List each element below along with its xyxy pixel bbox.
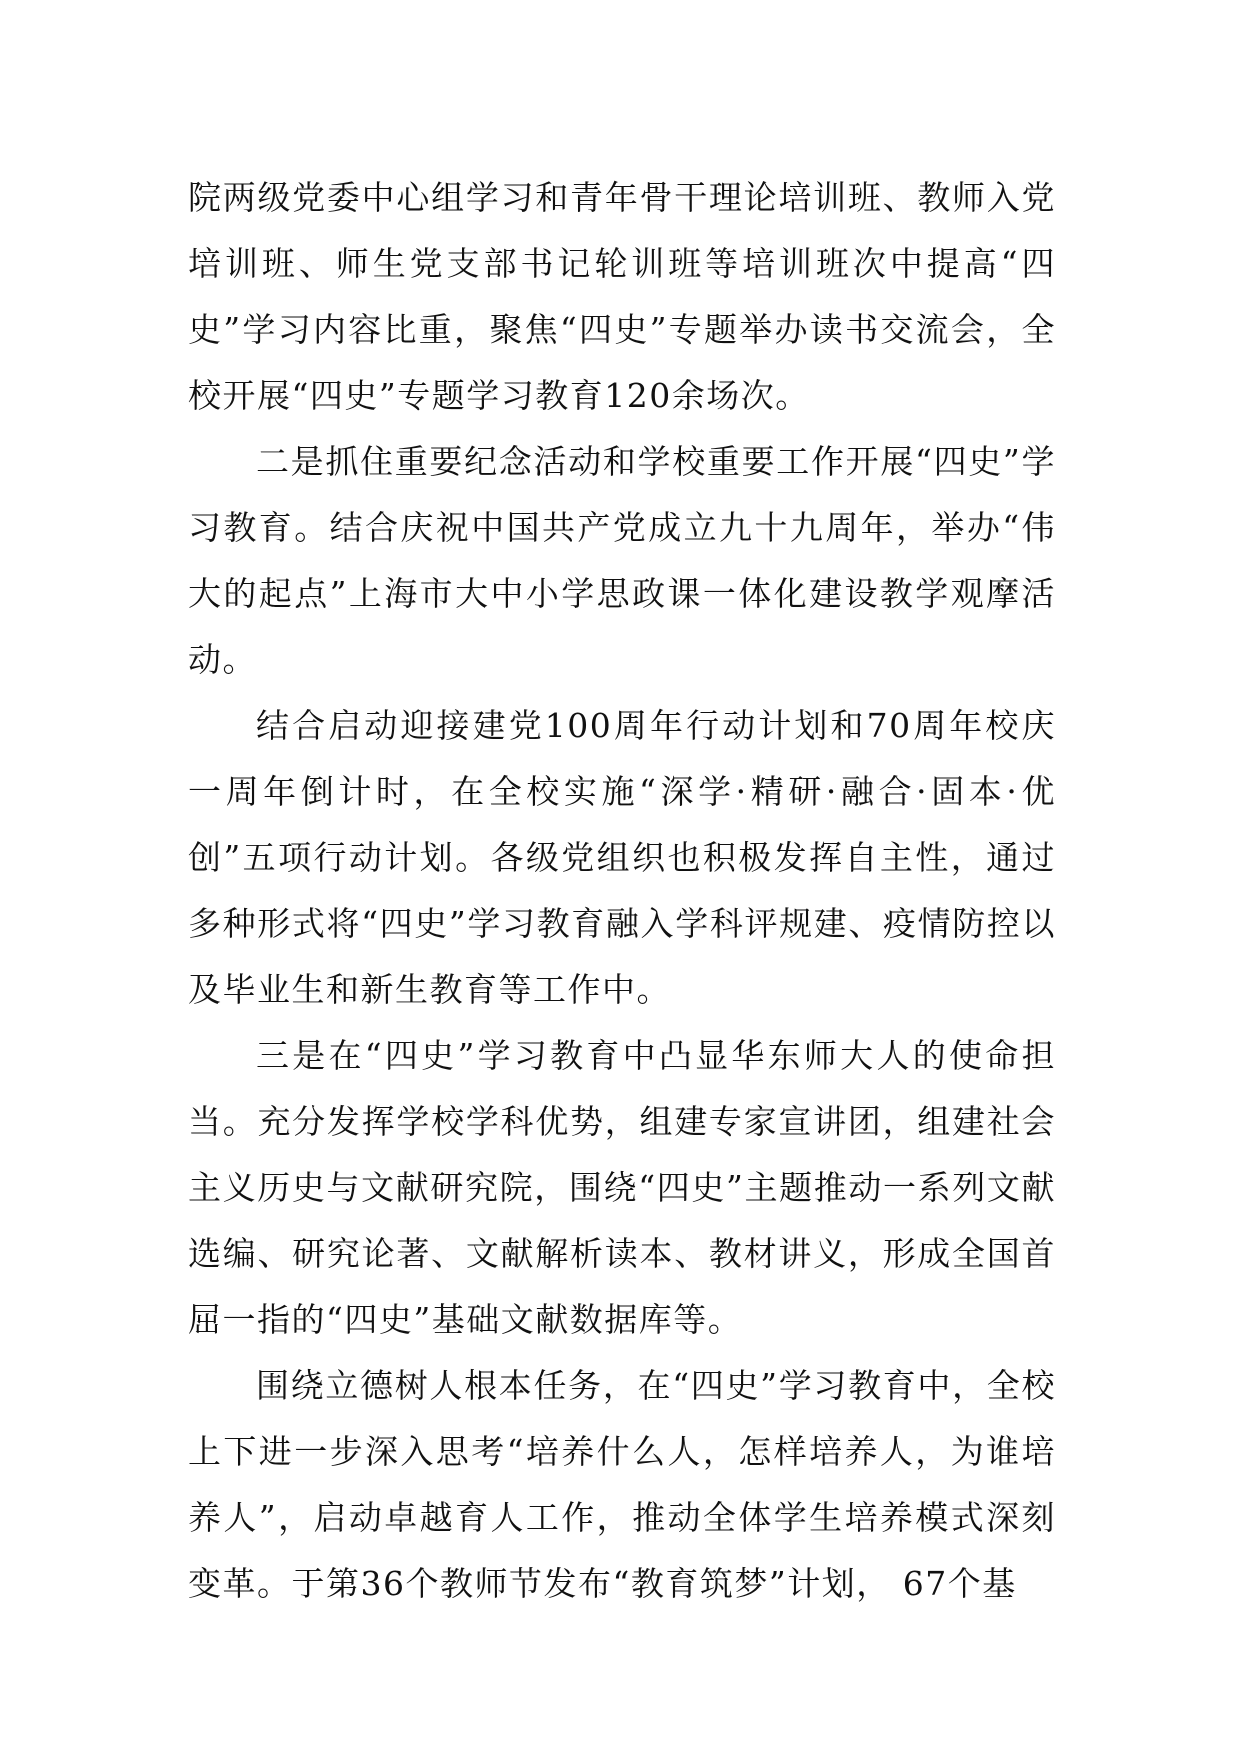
paragraph-education-plan: 围绕立德树人根本任务，在“四史”学习教育中，全校上下进一步深入思考“培养什么人，怎样培养人，为谁培养人”，启动卓越育人工作，推动全体学生培养模式深刻变革。于第36个教师节发布“教育筑梦”计划， 67个基 — [188, 1366, 1056, 1603]
paragraph-continued: 院两级党委中心组学习和青年骨干理论培训班、教师入党培训班、师生党支部书记轮训班等培训班次中提高“四史”学习内容比重，聚焦“四史”专题举办读书交流会，全校开展“四史”专题学习教育120余场次。 — [188, 178, 1056, 415]
paragraph-third-point: 三是在“四史”学习教育中凸显华东师大人的使命担当。充分发挥学校学科优势，组建专家宣讲团，组建社会主义历史与文献研究院，围绕“四史”主题推动一系列文献选编、研究论著、文献解析读本、教材讲义，形成全国首屈一指的“四史”基础文献数据库等。 — [188, 1036, 1056, 1339]
paragraph-second-point: 二是抓住重要纪念活动和学校重要工作开展“四史”学习教育。结合庆祝中国共产党成立九十九周年，举办“伟大的起点”上海市大中小学思政课一体化建设教学观摩活动。 — [188, 442, 1056, 679]
document-body — [188, 165, 1056, 1617]
paragraph-action-plan: 结合启动迎接建党100周年行动计划和70周年校庆一周年倒计时，在全校实施“深学·精研·融合·固本·优创”五项行动计划。各级党组织也积极发挥自主性，通过多种形式将“四史”学习教育融入学科评规建、疫情防控以及毕业生和新生教育等工作中。 — [188, 706, 1056, 1009]
